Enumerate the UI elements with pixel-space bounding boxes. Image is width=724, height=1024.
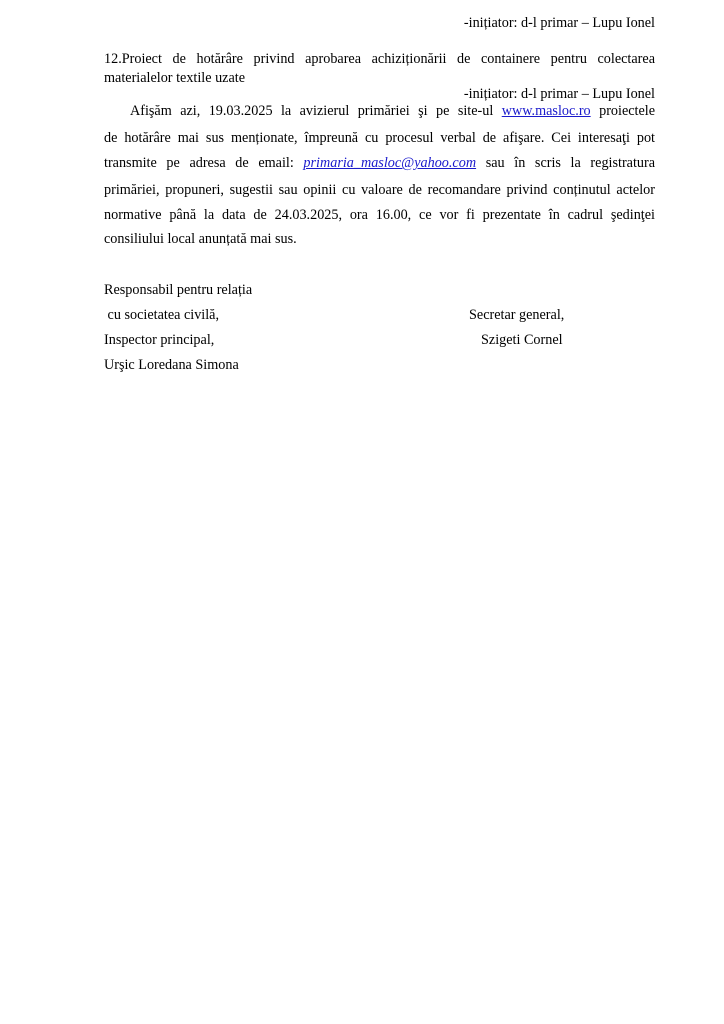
paragraph-line3-before: transmite pe adresa de email: — [104, 155, 294, 171]
signature-left-line3: Inspector principal, — [104, 332, 215, 348]
email-link[interactable]: primaria_masloc@yahoo.com — [303, 155, 477, 171]
paragraph-line1 — [130, 103, 655, 120]
website-link[interactable]: www.masloc.ro — [501, 103, 591, 119]
paragraph-line2: de hotărâre mai sus menționate, împreună cu procesul verbal de afişare. Cei interesaţi pot — [104, 130, 655, 146]
signature-left-line1: Responsabil pentru relația — [104, 282, 253, 298]
item12-initiator: -inițiator: d-l primar – Lupu Ionel — [463, 86, 655, 102]
paragraph-line4: primăriei, propuneri, sugestii sau opinii cu valoare de recomandare privind conținutul actelor — [104, 182, 655, 198]
paragraph-line5: normative până la data de 24.03.2025, ora 16.00, ce vor fi prezentate în cadrul şedinţei — [104, 207, 655, 223]
signature-right-line2: Szigeti Cornel — [481, 332, 563, 348]
item12-line2: materialelor textile uzate — [104, 70, 246, 86]
paragraph-line1-before: Afişăm azi, 19.03.2025 la avizierul primăriei şi pe site-ul — [130, 103, 494, 119]
signature-left-line2: cu societatea civilă, — [104, 307, 220, 323]
signature-left-line4: Urşic Loredana Simona — [104, 357, 239, 373]
header-initiator: -inițiator: d-l primar – Lupu Ionel — [463, 15, 655, 31]
signature-right-line1: Secretar general, — [469, 307, 565, 323]
paragraph-line3 — [104, 155, 655, 172]
paragraph-line1-after: proiectele — [599, 103, 655, 119]
paragraph-line3-after: sau în scris la registratura — [485, 155, 655, 171]
item12-line1: 12.Proiect de hotărâre privind aprobarea achiziționării de containere pentru colectarea — [104, 51, 655, 67]
paragraph-line6: consiliului local anunțată mai sus. — [104, 231, 297, 247]
